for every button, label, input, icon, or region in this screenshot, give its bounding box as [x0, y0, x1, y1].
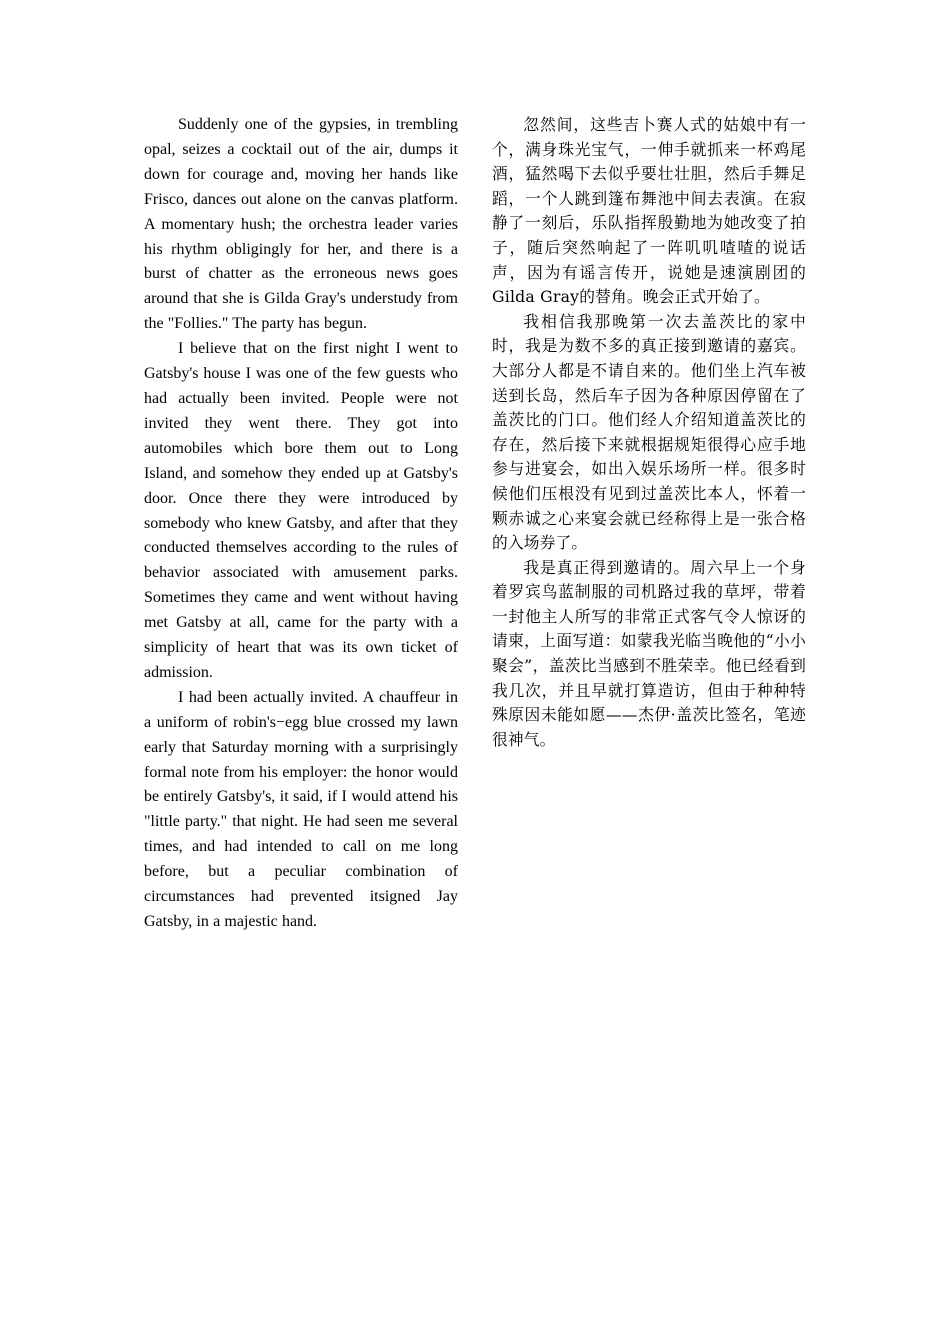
english-paragraph: I believe that on the first night I went to Gatsby's house I was one of the few guests who had actually been invited. People were not invited they went there. They got into automobiles which bore them out to Long Island, and somehow they ended up at Gatsby's door. Once there they were introduced by somebody who knew Gatsby, and after that they conducted themselves according to the rules of behavior associated with amusement parks. Sometimes they came and went without having met Gatsby at all, came for the party with a simplicity of heart that was its own ticket of admission.	[144, 340, 458, 681]
english-text-column	[144, 113, 458, 935]
chinese-text-column	[492, 113, 806, 752]
chinese-paragraph: 忽然间，这些吉卜赛人式的姑娘中有一个，满身珠光宝气，一伸手就抓来一杯鸡尾酒，猛然喝下去似乎要壮壮胆，然后手舞足蹈，一个人跳到篷布舞池中间去表演。在寂静了一刻后，乐队指挥殷勤地为她改变了拍子，随后突然响起了一阵叽叽喳喳的说话声，因为有谣言传开，说她是速演剧团的Gilda Gray的替角。晚会正式开始了。	[492, 115, 806, 307]
english-paragraph: I had been actually invited. A chauffeur in a uniform of robin's−egg blue crossed my lawn early that Saturday morning with a surprisingly formal note from his employer: the honor would be entirely Gatsby's, it said, if I would attend his "little party." that night. He had seen me several times, and had intended to call on me long before, but a peculiar combination of circumstances had prevented itsigned Jay Gatsby, in a majestic hand.	[144, 688, 458, 930]
chinese-paragraph: 我相信我那晚第一次去盖茨比的家中时，我是为数不多的真正接到邀请的嘉宾。大部分人都是不请自来的。他们坐上汽车被送到长岛，然后车子因为各种原因停留在了盖茨比的门口。他们经人介绍知道盖茨比的存在，然后接下来就根据规矩很得心应手地参与进宴会，如出入娱乐场所一样。很多时候他们压根没有见到过盖茨比本人，怀着一颗赤诚之心来宴会就已经称得上是一张合格的入场券了。	[492, 311, 806, 553]
chinese-paragraph: 我是真正得到邀请的。周六早上一个身着罗宾鸟蓝制服的司机路过我的草坪，带着一封他主人所写的非常正式客气令人惊讶的请柬，上面写道：如蒙我光临当晚他的“小小聚会”，盖茨比当感到不胜荣幸。他已经看到我几次，并且早就打算造访，但由于种种特殊原因未能如愿——杰伊·盖茨比签名，笔迹很神气。	[492, 557, 806, 749]
english-paragraph: Suddenly one of the gypsies, in trembling opal, seizes a cocktail out of the air, dumps it down for courage and, moving her hands like Frisco, dances out alone on the canvas platform. A momentary hush; the orchestra leader varies his rhythm obligingly for her, and there is a burst of chatter as the erroneous news goes around that she is Gilda Gray's understudy from the "Follies." The party has begun.	[144, 116, 458, 333]
